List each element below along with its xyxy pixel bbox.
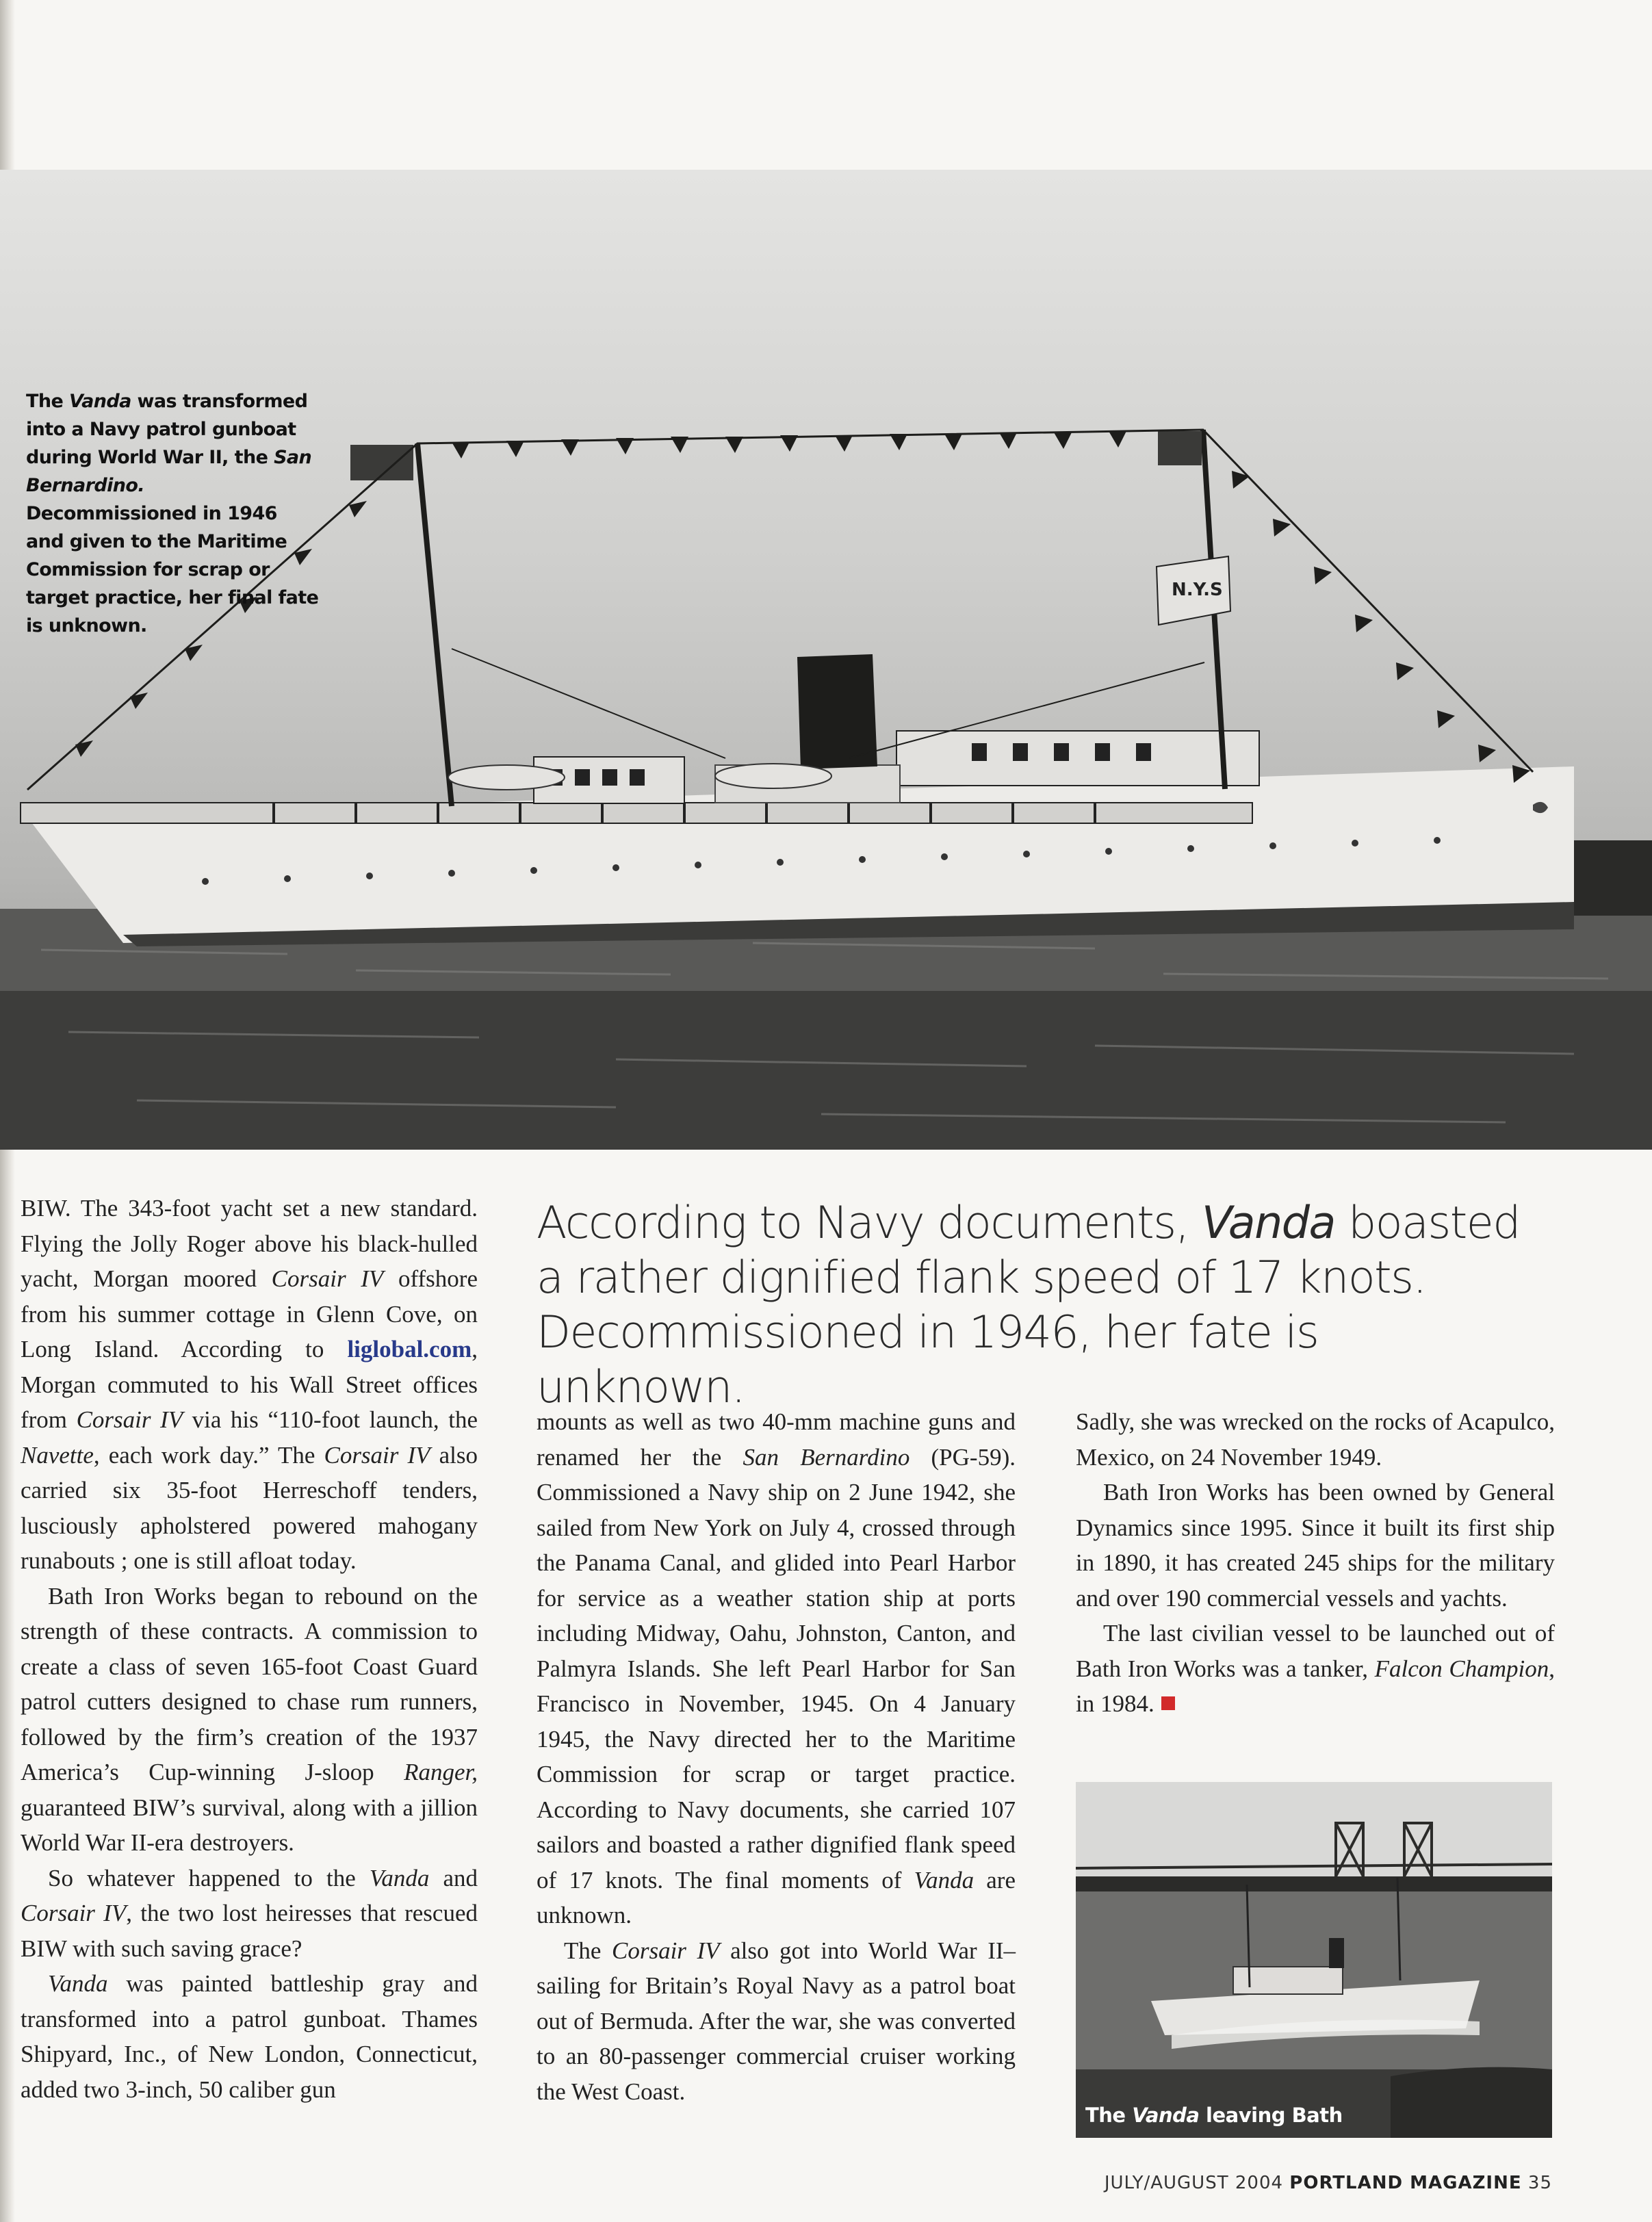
article-column-3 — [1076, 1404, 1555, 1722]
hero-photo-vanda — [0, 170, 1652, 1150]
paragraph: mounts as well as two 40-mm machine guns and renamed her the San Bernardino (PG-59). Commissioned a Navy ship on 2 June 1942, she sailed from New York on July 4, crossed through the Panama Canal, and glided into Pearl Harbor for service as a weather station ship at ports including Midway, Oahu, Johnston, Canton, and Palmyra Islands. She left Pearl Harbor for San Francisco in November, 1945. On 4 January 1945, the Navy directed her to the Maritime Commission for scrap or target practice. According to Navy documents, she carried 107 sailors and boasted a rather dignified flank speed of 17 knots. The final moments of Vanda are unknown. — [537, 1408, 1016, 1928]
paragraph: Sadly, she was wrecked on the rocks of Acapulco, Mexico, on 24 November 1949. — [1076, 1408, 1555, 1471]
end-mark-icon — [1161, 1696, 1175, 1710]
paragraph: The Corsair IV also got into World War II–sailing for Britain’s Royal Navy as a patrol boat out of Bermuda. After the war, she was converted to an 80-passenger commercial cruiser working the West Coast. — [537, 1937, 1016, 2105]
paragraph: Vanda was painted battleship gray and transformed into a patrol gunboat. Thames Shipyard, Inc., of New London, Connecticut, added two 3-inch, 50 caliber gun — [21, 1970, 478, 2103]
paragraph: Bath Iron Works began to rebound on the strength of these contracts. A commission to create a class of seven 165-foot Coast Guard patrol cutters designed to chase rum runners, followed by the firm’s creation of the 1937 America’s Cup-winning J-sloop Ranger, guaranteed BIW’s survival, along with a jillion World War II-era destroyers. — [21, 1582, 478, 1856]
paragraph: So whatever happened to the Vanda and Corsair IV, the two lost heiresses that rescued BIW with such saving grace? — [21, 1864, 478, 1962]
paragraph: The last civilian vessel to be launched out of Bath Iron Works was a tanker, Falcon Champion, in 1984. — [1076, 1620, 1555, 1717]
hero-photo-caption: The Vanda was transformed into a Navy patrol gunboat during World War II, the San Bernardino. Decommissioned in 1946 and given to the Maritime Commission for scrap or target practice, her final fate is unknown. — [26, 391, 319, 636]
paragraph: Bath Iron Works has been owned by General Dynamics since 1995. Since it built its first ship in 1890, it has created 245 ships for the military and over 190 commercial vessels and yachts. — [1076, 1479, 1555, 1612]
vanda-leaving-bath-photo — [1076, 1782, 1552, 2138]
pennant-flag-text: N.Y.S — [1172, 580, 1223, 600]
pull-quote: According to Navy documents, Vanda boasted a rather dignified flank speed of 17 knots. Decommissioned in 1946, her fate is unknown. — [537, 1198, 1520, 1413]
paragraph: BIW. The 343-foot yacht set a new standard. Flying the Jolly Roger above his black-hulled yacht, Morgan moored Corsair IV offshore from his summer cottage in Glenn Cove, on Long Island. According to liglobal.com, Morgan commuted to his Wall Street offices from Corsair IV via his “110-foot launch, the Navette, each work day.” The Corsair IV also carried six 35-foot Herreschoff tenders, lusciously apholstered powered mahogany runabouts ; one is still afloat today. — [21, 1195, 478, 1574]
article-column-2 — [537, 1404, 1016, 2109]
article-column-1 — [21, 1191, 478, 2107]
page-folio: JULY/AUGUST 2004 PORTLAND MAGAZINE 35 — [1104, 2173, 1552, 2193]
small-photo-caption: The Vanda leaving Bath — [1085, 2104, 1343, 2127]
liglobal-link[interactable]: liglobal.com — [347, 1336, 472, 1362]
